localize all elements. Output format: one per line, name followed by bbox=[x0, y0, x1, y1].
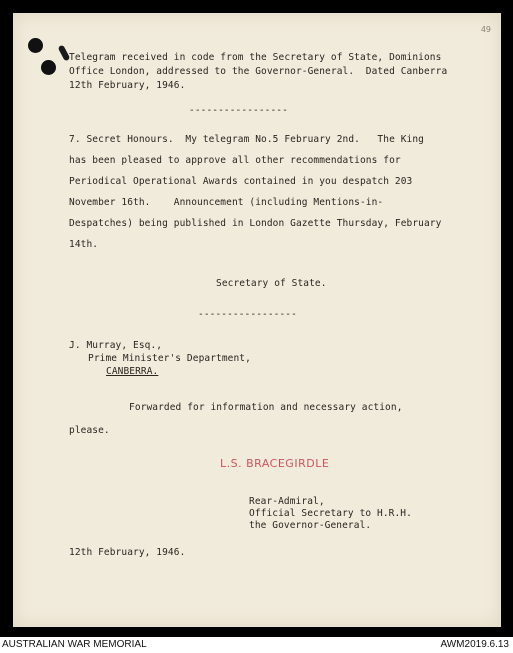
forward-line-2: please. bbox=[69, 425, 110, 436]
addressee-city: CANBERRA. bbox=[106, 366, 159, 377]
heading-line-1: Telegram received in code from the Secretary of State, Dominions bbox=[69, 52, 442, 63]
forward-line-1: Forwarded for information and necessary action, bbox=[129, 402, 403, 413]
punch-hole-bottom bbox=[41, 60, 56, 75]
body-line-5: Despatches) being published in London Gazette Thursday, February bbox=[69, 218, 442, 229]
punch-hole-top bbox=[28, 38, 43, 53]
body-line-2: has been pleased to approve all other recommendations for bbox=[69, 155, 401, 166]
date-line: 12th February, 1946. bbox=[69, 547, 186, 558]
signature-line-2: Official Secretary to H.R.H. bbox=[249, 508, 412, 519]
footer-institution: AUSTRALIAN WAR MEMORIAL bbox=[2, 639, 147, 650]
footer-bar bbox=[0, 637, 513, 653]
footer-accession-number: AWM2019.6.13 bbox=[440, 639, 509, 650]
body-line-6: 14th. bbox=[69, 239, 99, 250]
name-stamp: L.S. BRACEGIRDLE bbox=[220, 457, 330, 470]
addressee-name: J. Murray, Esq., bbox=[69, 340, 163, 351]
document-page bbox=[13, 13, 501, 627]
heading-line-3: 12th February, 1946. bbox=[69, 80, 186, 91]
body-line-1: 7. Secret Honours. My telegram No.5 February 2nd. The King bbox=[69, 134, 424, 145]
page-number: 49 bbox=[480, 25, 491, 34]
body-line-4: November 16th. Announcement (including Mentions-in- bbox=[69, 197, 384, 208]
divider-top: ----------------- bbox=[189, 105, 288, 116]
divider-bottom: ----------------- bbox=[198, 309, 297, 320]
signature-line-1: Rear-Admiral, bbox=[249, 496, 325, 507]
sender-signature: Secretary of State. bbox=[216, 278, 327, 289]
body-line-3: Periodical Operational Awards contained in you despatch 203 bbox=[69, 176, 413, 187]
signature-line-3: the Governor-General. bbox=[249, 520, 372, 531]
heading-line-2: Office London, addressed to the Governor-General. Dated Canberra bbox=[69, 66, 448, 77]
addressee-department: Prime Minister's Department, bbox=[88, 353, 251, 364]
